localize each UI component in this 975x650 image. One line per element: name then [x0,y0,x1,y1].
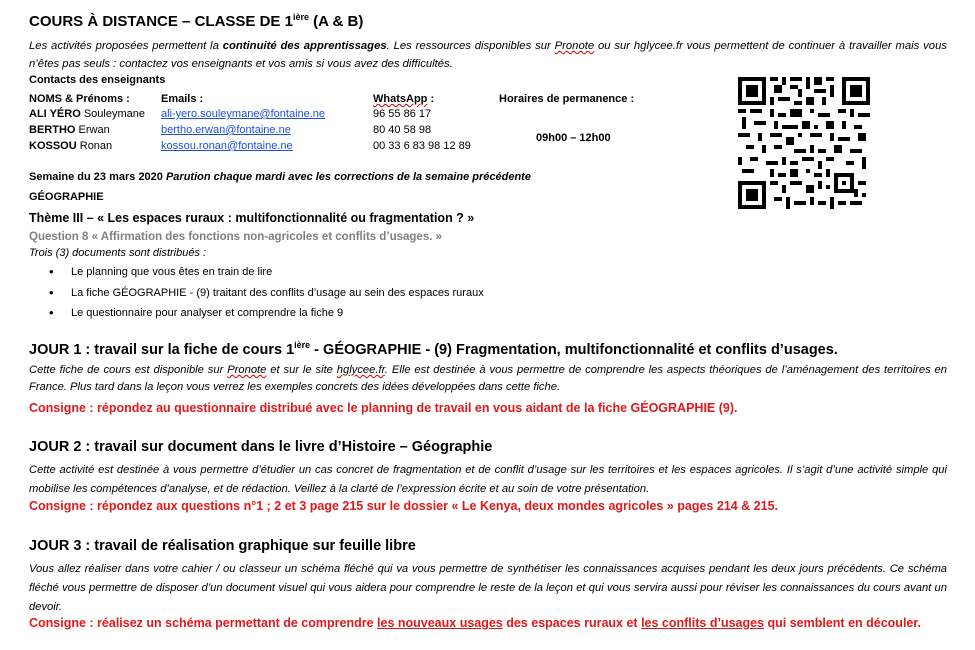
docs-intro: Trois (3) documents sont distribués : [29,247,207,259]
week-date: Semaine du 23 mars 2020 [29,171,166,183]
day1-title [29,340,838,358]
contact-firstname-2: Erwan [75,124,110,136]
contact-name-1 [29,108,145,120]
col-email-header: Emails : [161,93,204,105]
day3-consigne-1: Consigne : réalisez un schéma permettant de comprendre [29,616,378,630]
day1-body [29,362,947,396]
col-whatsapp-label: WhatsApp [373,93,428,105]
day1-consigne: Consigne : répondez au questionnaire distribué avec le planning de travail en vous aidant de la fiche GÉOGRAPHIE (9). [29,401,738,415]
day2-body: Cette activité est destinée à vous permettre d’étudier un cas concret de fragmentation et de conflit d’usage sur les territoires et les espaces agricoles. Il s’agit d’une activité simple qui mobilise les compétences d’analyse, et de rédaction. Veillez à la clarté de l’expression écrite et au soin de votre présentation. [29,464,947,495]
col-hours-header: Horaires de permanence : [499,93,635,105]
day2-title: JOUR 2 : travail sur document dans le livre d’Histoire – Géographie [29,439,493,455]
page-title [29,12,363,30]
intro-text-1: Les activités proposées permettent la [29,40,223,52]
contact-lastname-3: KOSSOU [29,140,77,152]
intro-pronote: Pronote [554,40,595,52]
contact-phone-2: 80 40 58 98 [373,124,432,136]
day3-consigne-usages: les nouveaux usages [377,616,503,630]
contact-email-3[interactable]: kossou.ronan@fontaine.ne [161,140,293,152]
day3-consigne-2: des espaces ruraux et [502,616,642,630]
col-whatsapp-header [373,93,434,105]
day3-body: Vous allez réaliser dans votre cahier / ou classeur un schéma fléché qui va vous permettre de synthétiser les connaissances acquises pendant les deux jours précédents. Ce schéma fléché vous permettre de disposer d’un document visuel qui vous aidera pour comprendre le reste de la leçon et qui vous servira aussi pour réviser les connaissances du cours avant un devoir. [29,563,947,613]
contact-name-2 [29,124,110,136]
subject-label: GÉOGRAPHIE [29,191,104,203]
day3-consigne-3: qui semblent en découler. [764,616,922,630]
day3-consigne-conflits: les conflits d’usages [641,616,765,630]
qr-code-icon [738,76,870,210]
day2-consigne: Consigne : répondez aux questions n°1 ; 2 et 3 page 215 sur le dossier « Le Kenya, deux mondes agricoles » pages 214 & 215. [29,499,779,513]
intro-text-2: . Les ressources disponibles sur [386,40,555,52]
intro-text-3: ou sur hglycee.fr vous permettent de continuer à travailler mais vous n’êtes pas seuls : contactez vos enseignants et vos amis si vous avez des difficultés. [29,40,948,70]
day3-title: JOUR 3 : travail de réalisation graphique sur feuille libre [29,538,416,554]
list-item: • La fiche GÉOGRAPHIE - (9) traitant des conflits d’usage au sein des espaces ruraux [29,285,484,306]
day1-text-1: Cette fiche de cours est disponible sur [29,364,228,376]
list-item: • Le questionnaire pour analyser et comprendre la fiche 9 [29,305,484,326]
hours-value: 09h00 – 12h00 [536,132,611,144]
day1-title-part2: - GÉOGRAPHIE - (9) Fragmentation, multifonctionnalité et conflits d’usages. [310,341,838,358]
contact-phone-3: 00 33 6 83 98 12 89 [373,140,471,152]
contact-firstname-1: Souleymane [80,108,145,120]
day1-title-part1: JOUR 1 : travail sur la fiche de cours 1 [29,341,295,358]
contact-lastname-1: ALI YÉRO [29,108,81,120]
page-title-tail: (A & B) [308,13,364,30]
contacts-heading: Contacts des enseignants [29,74,166,86]
docs-list [29,264,484,326]
intro-paragraph [29,37,947,73]
contact-name-3 [29,140,112,152]
intro-emphasis: continuité des apprentissages [222,40,387,52]
question-title: Question 8 « Affirmation des fonctions non-agricoles et conflits d’usages. » [29,231,443,243]
col-name-header: NOMS & Prénoms : [29,93,130,105]
day1-text-2: et sur le site [266,364,337,376]
contact-email-2[interactable]: bertho.erwan@fontaine.ne [161,124,291,136]
week-note: Parution chaque mardi avec les corrections de la semaine précédente [165,171,531,183]
col-whatsapp-colon: : [427,93,435,105]
week-line [29,171,531,183]
day3-consigne [29,616,921,630]
day1-text-3: . Elle est destinée à vous permettre de comprendre les aspects théoriques de l’aménagement des territoires en France. Plus tard dans la leçon vous verrez les exemples concrets des idées développées dans cette fiche. [29,364,948,393]
day1-site: hglycee.fr [336,364,385,376]
page-title-main: COURS À DISTANCE – CLASSE DE 1 [29,13,293,30]
contact-email-1[interactable]: ali-yero.souleymane@fontaine.ne [161,108,326,120]
day1-pronote: Pronote [227,364,267,376]
list-item: • Le planning que vous êtes en train de lire [29,264,484,285]
day1-title-sup: ière [294,340,311,350]
theme-title: Thème III – « Les espaces ruraux : multifonctionnalité ou fragmentation ? » [29,211,475,225]
page-title-sup: ière [292,12,309,22]
contact-lastname-2: BERTHO [29,124,76,136]
contact-firstname-3: Ronan [76,140,113,152]
contact-phone-1: 96 55 86 17 [373,108,432,120]
